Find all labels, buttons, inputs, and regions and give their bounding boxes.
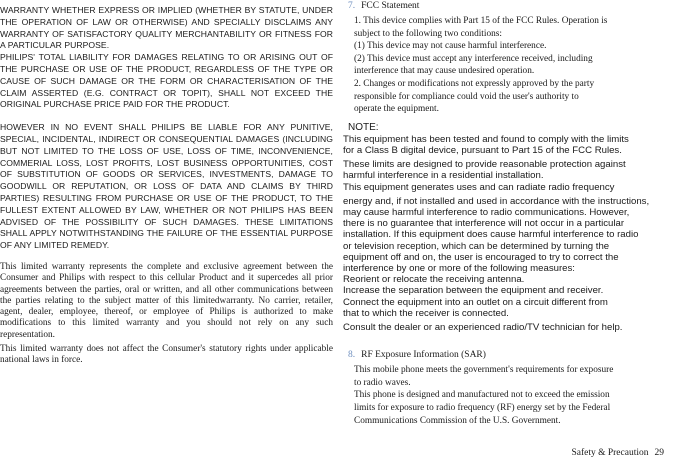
sar-line: to radio waves. — [354, 377, 411, 388]
page-number: 29 — [654, 448, 664, 458]
sar-section — [340, 349, 676, 427]
note-line: This equipment has been tested and found to comply with the limits — [343, 133, 629, 145]
fcc-line: 1. This device complies with Part 15 of the FCC Rules. Operation is — [354, 16, 608, 26]
note-heading: NOTE: — [348, 121, 379, 133]
sar-line: This phone is designed and manufactured not to exceed the emission — [354, 390, 610, 401]
note-line: Consult the dealer or an experienced radio/TV technician for help. — [343, 322, 623, 333]
sar-line: This mobile phone meets the government's requirements for exposure — [354, 365, 614, 376]
warranty-column — [0, 0, 333, 367]
fcc-line: (2) This device must accept any interference received, including — [354, 53, 593, 64]
note-line: for a Class B digital device, pursuant to Part 15 of the FCC Rules. — [343, 144, 622, 156]
note-line: installation. If this equipment does cause harmful interference to radio — [343, 229, 639, 241]
fcc-section-number: 7. — [348, 1, 356, 11]
regulatory-column — [340, 0, 676, 427]
note-line: interference by one or more of the following measures: — [343, 262, 575, 274]
note-line: equipment off and on, the user is encouraged to try to correct the — [343, 251, 619, 263]
sar-line: Communications Commission of the U.S. Government. — [354, 415, 561, 426]
sar-section-title: RF Exposure Information (SAR) — [361, 350, 486, 361]
sar-section-number: 8. — [348, 350, 356, 361]
liability-limit-paragraph: PHILIPS' TOTAL LIABILITY FOR DAMAGES RELATING TO OR ARISING OUT OF THE PURCHASE OR USE OF THE PRODUCT, REGARDLESS OF THE TYPE OR CAUSE OF SUCH DAMAGE OR THE FORM OR CHARACTERISATION OF THE CLAIM ASSERTED (E.G. CONTRACT OR TOPIT), SHALL NOT EXCEED THE ORIGINAL PURCHASE PRICE PAID FOR THE PRODUCT. — [0, 52, 333, 110]
fcc-line: subject to the following two conditions: — [354, 28, 502, 39]
warranty-disclaimer-paragraph: WARRANTY WHETHER EXPRESS OR IMPLIED (WHETHER BY STATUTE, UNDER THE OPERATION OF LAW OR OTHERWISE) AND SPECIALLY DISCLAIMS ANY WARRANTY OF SATISFACTORY QUALITY MERCHANTABILITY OR FITNESS FOR A PARTICULAR PURPOSE. — [0, 5, 333, 51]
note-line: These limits are designed to provide reasonable protection against — [343, 159, 626, 171]
complete-agreement-paragraph: This limited warranty represents the complete and exclusive agreement between the Consumer and Philips with respect to this cellular Product and it supercedes all prior agreements between the parties, oral or written, and all other communications between the parties relating to the subject matter of this limitedwarranty. No carrier, retailer, agent, dealer, employee, thereof, or employee of Philips is authorized to make modifications to this limited warranty and you should not rely on any such representation. — [0, 261, 333, 340]
note-line: Connect the equipment into an outlet on a circuit different from — [343, 296, 608, 308]
fcc-statement-heading — [348, 0, 676, 12]
fcc-line: responsible for compliance could void the user's authority to — [354, 91, 579, 102]
note-line: there is no guarantee that interference will not occur in a particular — [343, 218, 625, 230]
note-line: or television reception, which can be determined by turning the — [343, 240, 610, 252]
sar-line: limits for exposure to radio frequency (RF) energy set by the Federal — [354, 402, 611, 413]
fcc-line: 2. Changes or modifications not expressly approved by the party — [354, 78, 595, 89]
note-line: Reorient or relocate the receiving antenna. — [343, 274, 525, 286]
note-line: harmful interference in a residential installation. — [343, 170, 544, 182]
fcc-section-title: FCC Statement — [361, 1, 420, 11]
sar-heading — [348, 349, 676, 361]
fcc-statement-section — [340, 0, 676, 116]
note-line: that to which the receiver is connected. — [343, 307, 509, 319]
note-line: energy and, if not installed and used in accordance with the instructions, — [343, 195, 650, 207]
note-line: Increase the separation between the equipment and receiver. — [343, 285, 604, 297]
footer-section-label: Safety & Precaution — [571, 448, 649, 458]
fcc-line: operate the equipment. — [354, 104, 439, 115]
fcc-line: (1) This device may not cause harmful interference. — [354, 41, 547, 52]
statutory-rights-paragraph: This limited warranty does not affect the Consumer's statutory rights under applicable national laws in force. — [0, 344, 333, 366]
damages-exclusion-paragraph: HOWEVER IN NO EVENT SHALL PHILIPS BE LIABLE FOR ANY PUNITIVE, SPECIAL, INCIDENTAL, INDIRECT OR CONSEQUENTIAL DAMAGES (INCLUDING BUT NOT LIMITED TO THE LOSS OF USE, LOSS OF TIME, INCONVENIENCE, COMMERIAL LOSS, LOST PROFITS, LOST BUSINESS OPPORTUNITIES, COST OF SUBSTITUTION OF GOODS OR SERVICES, INVESTMENTS, DAMAGE TO GOODWILL OR REPUTATION, OR LOSS OF DATA AND CLAIMS BY THIRD PARTIES) RESULTING FROM PURCHASE OR USE OF THE PRODUCT, TO THE FULLEST EXTENT ALLOWED BY LAW, WHETHER OR NOT PHILIPS HAS BEEN ADVISED OF THE POSSIBILITY OF SUCH DAMAGES. THESE LIMITATIONS SHALL APPLY NOTWITHSTANDING THE FAILURE OF THE ESSENTIAL PURPOSE OF ANY LIMITED REMEDY. — [0, 122, 333, 251]
note-line: may cause harmful interference to radio communications. However, — [343, 206, 630, 218]
note-line: This equipment generates uses and can radiate radio frequency — [343, 181, 615, 193]
fcc-note-section — [340, 122, 676, 333]
page-footer — [571, 448, 664, 458]
fcc-line: interference that may cause undesired operation. — [354, 66, 535, 77]
